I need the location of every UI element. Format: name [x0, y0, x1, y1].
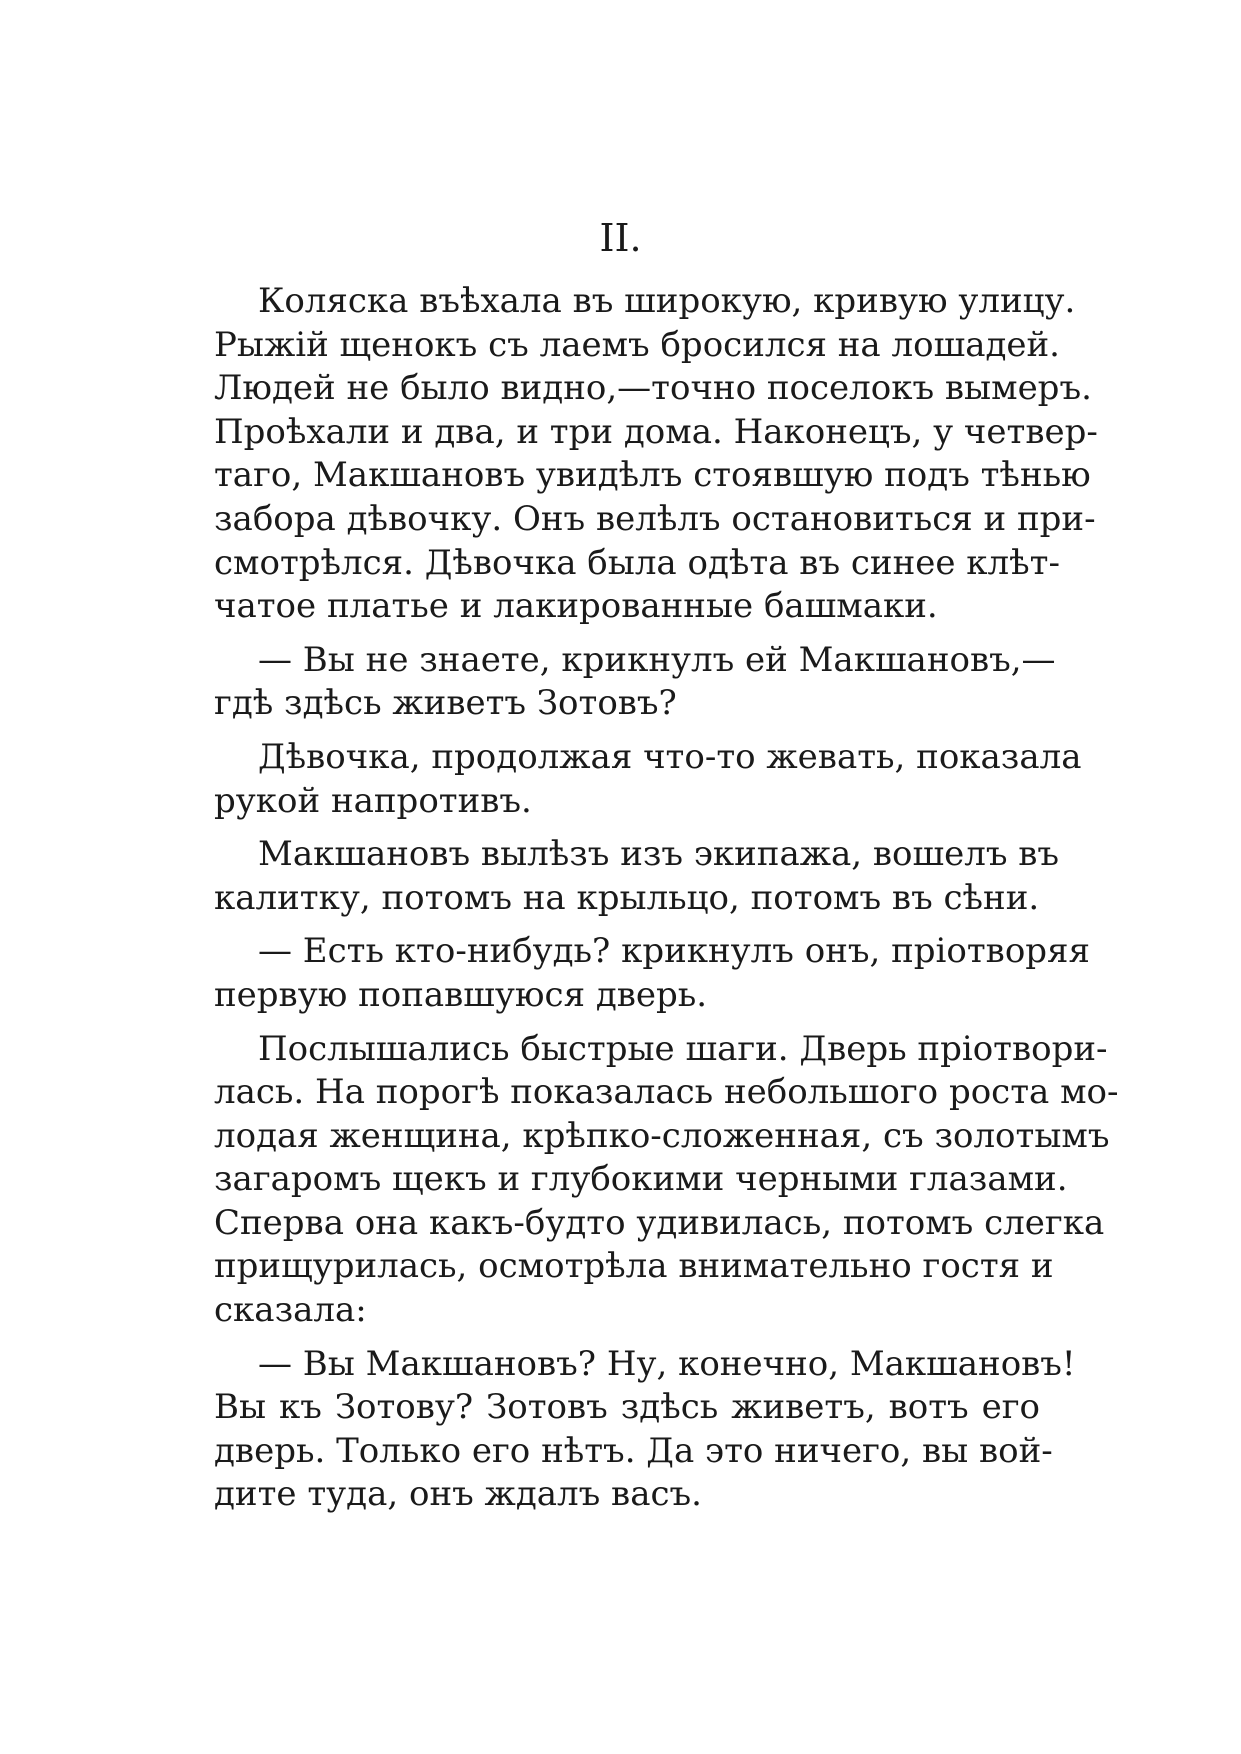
- text-line: калитку, потомъ на крыльцо, потомъ въ сѣни.: [214, 877, 1040, 918]
- text-line: Макшановъ вылѣзъ изъ экипажа, вошелъ въ: [258, 834, 1060, 875]
- text-line: дите туда, онъ ждалъ васъ.: [214, 1474, 702, 1515]
- text-line: Людей не было видно,—точно поселокъ вымеръ.: [214, 368, 1092, 409]
- paragraph-1: [214, 280, 1098, 629]
- text-line: смотрѣлся. Дѣвочка была одѣта въ синее клѣт-: [214, 542, 1060, 583]
- text-line: прищурилась, осмотрѣла внимательно гостя и: [214, 1246, 1054, 1287]
- text-line: Послышались быстрые шаги. Дверь пріотвори-: [258, 1028, 1108, 1069]
- text-line: лась. На порогѣ показалась небольшого роста мо-: [214, 1072, 1119, 1113]
- text-line: Дѣвочка, продолжая что-то жевать, показала: [258, 736, 1082, 777]
- text-line: загаромъ щекъ и глубокими черными глазами.: [214, 1159, 1068, 1200]
- text-line: — Вы Макшановъ? Ну, конечно, Макшановъ!: [258, 1343, 1076, 1384]
- text-line: — Есть кто-нибудь? крикнулъ онъ, пріотворяя: [258, 931, 1090, 972]
- text-line: таго, Макшановъ увидѣлъ стоявшую подъ тѣнью: [214, 455, 1091, 496]
- paragraph-3: [214, 736, 1082, 823]
- paragraph-6: [214, 1028, 1119, 1333]
- paragraph-5: [214, 930, 1090, 1017]
- text-line: первую попавшуюся дверь.: [214, 974, 708, 1015]
- text-line: лодая женщина, крѣпко-сложенная, съ золотымъ: [214, 1115, 1110, 1156]
- text-line: рукой напротивъ.: [214, 780, 532, 821]
- text-line: гдѣ здѣсь живетъ Зотовъ?: [214, 683, 677, 724]
- text-line: — Вы не знаете, крикнулъ ей Макшановъ,—: [258, 639, 1056, 680]
- text-line: Рыжій щенокъ съ лаемъ бросился на лошадей.: [214, 324, 1060, 365]
- paragraph-2: [214, 639, 1056, 726]
- text-line: забора дѣвочку. Онъ велѣлъ остановиться и при-: [214, 498, 1096, 539]
- paragraph-4: [214, 833, 1060, 920]
- text-line: Вы къ Зотову? Зотовъ здѣсь живетъ, вотъ его: [214, 1387, 1040, 1428]
- chapter-heading: II.: [599, 216, 642, 260]
- text-line: чатое платье и лакированные башмаки.: [214, 586, 938, 627]
- chapter-body: [214, 280, 1119, 1517]
- text-line: сказала:: [214, 1290, 367, 1331]
- text-line: Коляска въѣхала въ широкую, кривую улицу.: [258, 281, 1076, 321]
- text-line: Сперва она какъ-будто удивилась, потомъ слегка: [214, 1202, 1105, 1243]
- text-line: дверь. Только его нѣтъ. Да это ничего, вы вой-: [214, 1430, 1053, 1471]
- paragraph-7: [214, 1343, 1076, 1517]
- text-line: Проѣхали и два, и три дома. Наконецъ, у четвер-: [214, 411, 1098, 452]
